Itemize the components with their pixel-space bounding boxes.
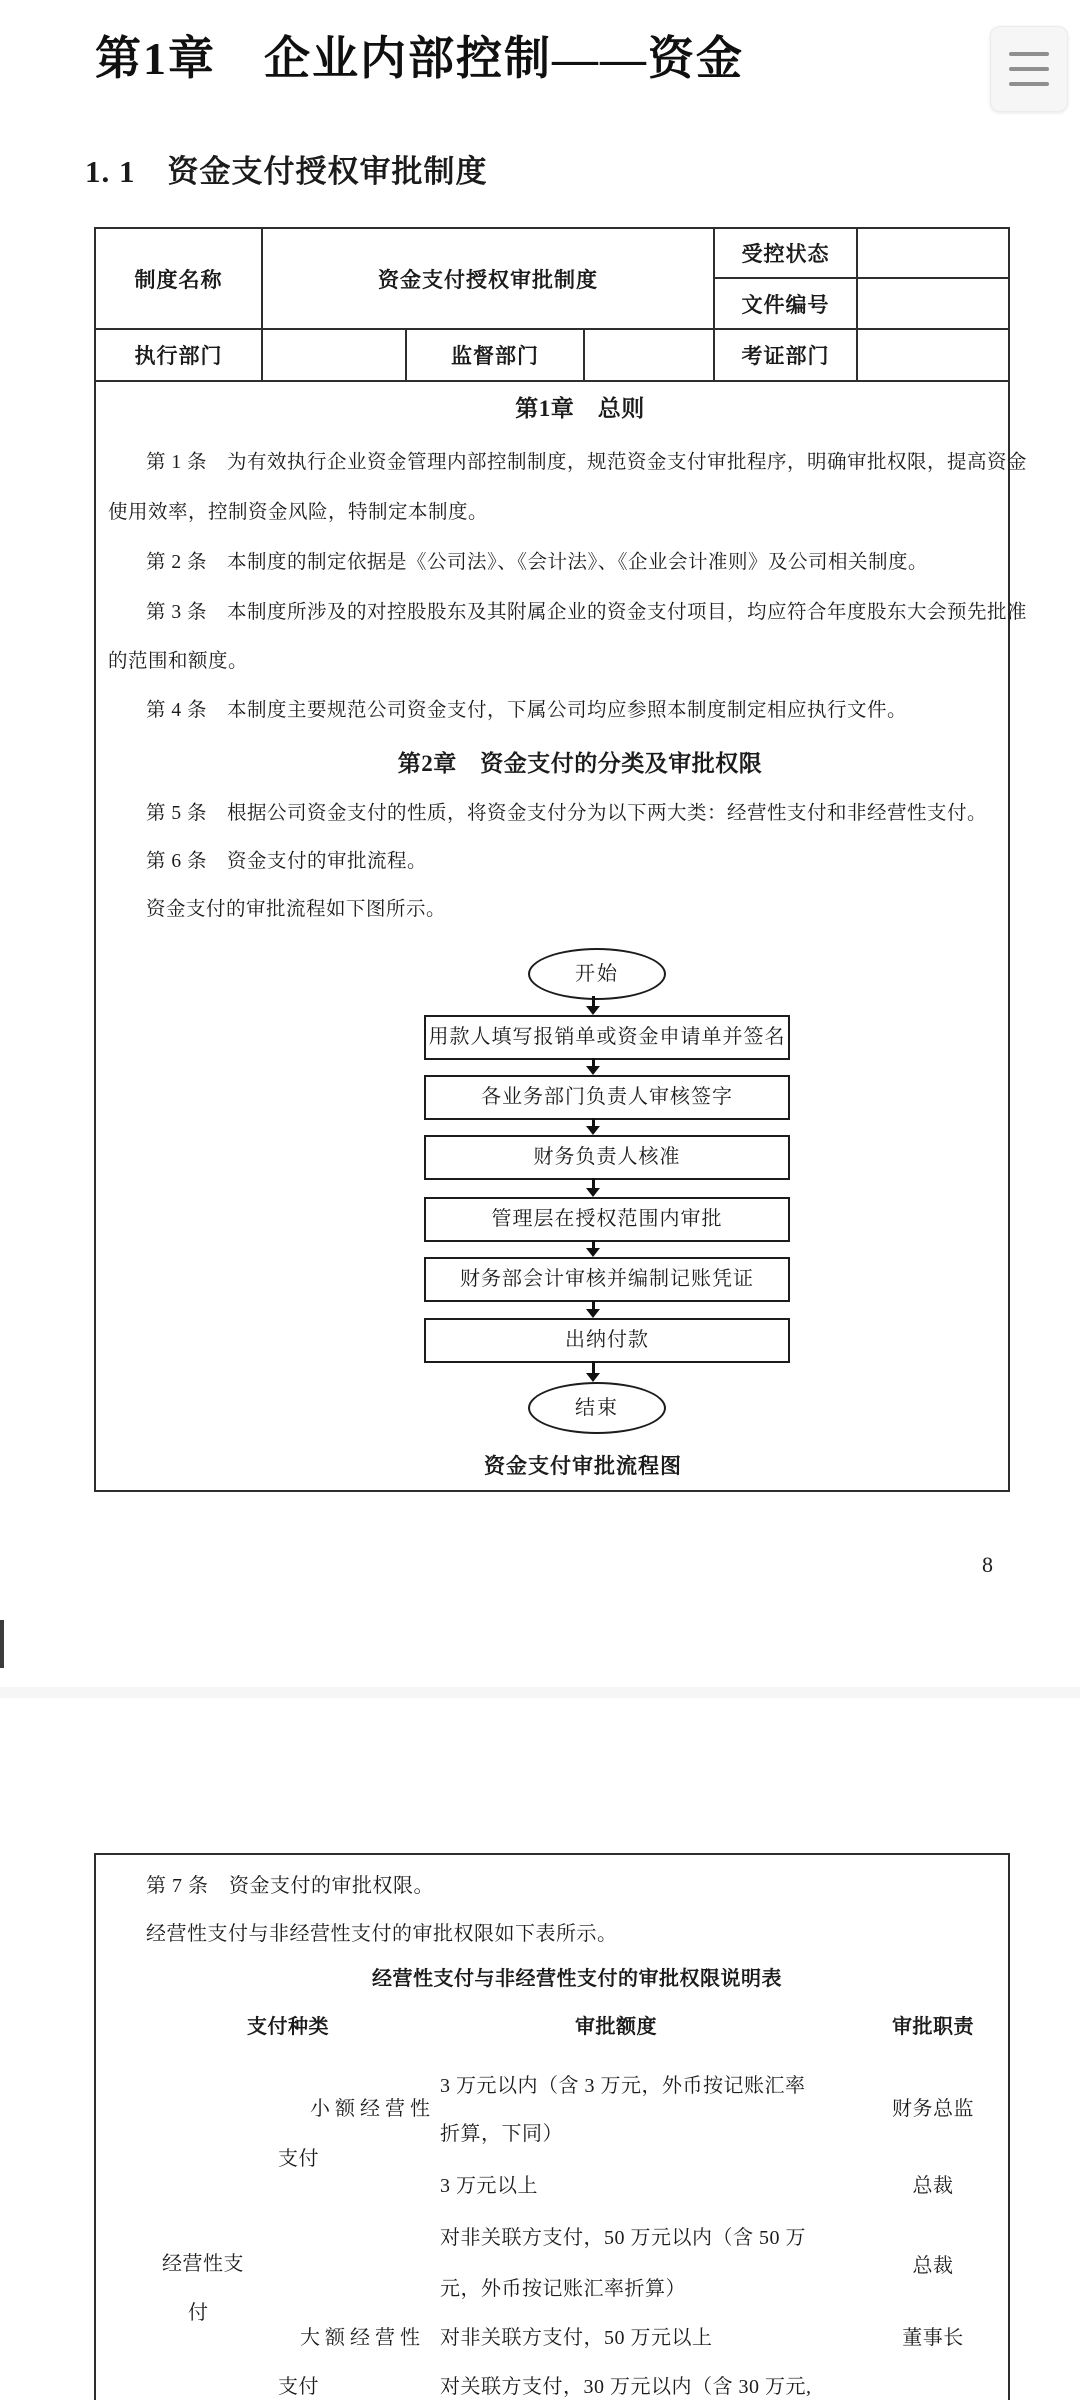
amount-cell: 对非关联方支付，50 万元以上 (440, 2327, 713, 2349)
amount-cell: 折算，下同） (440, 2123, 563, 2145)
document-body (96, 382, 1028, 1490)
col-header-type: 支付种类 (247, 2016, 329, 2038)
flowchart-start-node: 开始 (528, 948, 666, 1000)
article2: 第 2 条 本制度的制定依据是《公司法》、《会计法》、《企业会计准则》及公司相关制度。 (146, 552, 929, 573)
article4: 第 4 条 本制度主要规范公司资金支付，下属公司均应参照本制度制定相应执行文件。 (146, 700, 908, 721)
page-separator (0, 1687, 1080, 1698)
col-header-role: 审批职责 (892, 2016, 974, 2038)
subtype-cell: 大额经营性 (300, 2327, 425, 2349)
category-cell: 经营性支 (162, 2253, 244, 2275)
arrow-down-icon (583, 1178, 603, 1197)
article1-line1: 第 1 条 为有效执行企业资金管理内部控制制度，规范资金支付审批程序，明确审批权限，提高资金 (146, 452, 1028, 473)
menu-bar (1009, 67, 1049, 71)
article6: 第 6 条 资金支付的审批流程。 (146, 851, 428, 872)
supervising-dept-label: 监督部门 (407, 330, 585, 382)
flowchart-step-6: 出纳付款 (424, 1318, 790, 1363)
flowchart-step-3: 财务负责人核准 (424, 1135, 790, 1180)
role-cell: 董事长 (902, 2327, 964, 2349)
flowchart-step-5: 财务部会计审核并编制记账凭证 (424, 1257, 790, 1302)
flow-intro: 资金支付的审批流程如下图所示。 (146, 899, 447, 920)
arrow-down-icon (583, 1361, 603, 1382)
arrow-down-icon (583, 1118, 603, 1135)
menu-bar (1009, 52, 1049, 56)
verifying-dept-value (858, 330, 1008, 382)
menu-bar (1009, 82, 1049, 86)
flowchart-caption: 资金支付审批流程图 (484, 1454, 682, 1478)
arrow-down-icon (583, 1058, 603, 1075)
table-intro: 经营性支付与非经营性支付的审批权限如下表所示。 (146, 1923, 618, 1945)
role-cell: 总裁 (912, 2255, 954, 2277)
verifying-dept-label: 考证部门 (715, 330, 858, 382)
controlled-status-label: 受控状态 (715, 229, 858, 279)
amount-cell: 3 万元以上 (440, 2175, 538, 2197)
role-cell: 财务总监 (892, 2098, 974, 2120)
amount-cell: 对非关联方支付，50 万元以内（含 50 万 (440, 2227, 806, 2249)
amount-cell: 3 万元以内（含 3 万元，外币按记账汇率 (440, 2075, 806, 2097)
amount-cell: 元，外币按记账汇率折算） (440, 2278, 686, 2300)
system-name-value: 资金支付授权审批制度 (263, 229, 715, 330)
document-info-table (94, 227, 1028, 1492)
flowchart-end-node: 结束 (528, 1382, 666, 1434)
page-title: 第1章 企业内部控制——资金 (95, 33, 744, 84)
article3-line1: 第 3 条 本制度所涉及的对控股股东及其附属企业的资金支付项目，均应符合年度股东大会预先批准 (146, 602, 1028, 623)
flowchart-step-4: 管理层在授权范围内审批 (424, 1197, 790, 1242)
amount-cell: 对关联方支付，30 万元以内（含 30 万元, (440, 2376, 812, 2398)
article1-line2: 使用效率，控制资金风险，特制定本制度。 (108, 502, 489, 523)
supervising-dept-value (585, 330, 715, 382)
scroll-position-mark (0, 1620, 4, 1668)
hamburger-menu-icon (1009, 52, 1049, 86)
file-number-label: 文件编号 (715, 279, 858, 330)
category-cell: 付 (188, 2302, 209, 2324)
article7: 第 7 条 资金支付的审批权限。 (146, 1875, 434, 1897)
article3-line2: 的范围和额度。 (108, 651, 249, 672)
system-name-label: 制度名称 (96, 229, 263, 330)
subtype-cell: 支付 (278, 2376, 319, 2398)
chapter1-heading: 第1章 总则 (515, 396, 645, 421)
flowchart-step-2: 各业务部门负责人审核签字 (424, 1075, 790, 1120)
page2-document-body (94, 1853, 1010, 2400)
arrow-down-icon (583, 996, 603, 1015)
arrow-down-icon (583, 1240, 603, 1257)
role-cell: 总裁 (912, 2175, 954, 2197)
chapter2-heading: 第2章 资金支付的分类及审批权限 (397, 751, 763, 776)
col-header-amount: 审批额度 (575, 2016, 657, 2038)
approval-table-title: 经营性支付与非经营性支付的审批权限说明表 (372, 1968, 782, 1990)
file-number-value (858, 279, 1008, 330)
subtype-cell: 支付 (278, 2148, 319, 2170)
menu-button[interactable] (990, 26, 1068, 112)
article5: 第 5 条 根据公司资金支付的性质，将资金支付分为以下两大类：经营性支付和非经营性支付。 (146, 803, 988, 824)
controlled-status-value (858, 229, 1008, 279)
executing-dept-value (263, 330, 407, 382)
page-number: 8 (982, 1552, 993, 1577)
executing-dept-label: 执行部门 (96, 330, 263, 382)
section-heading: 1. 1 资金支付授权审批制度 (85, 154, 488, 189)
flowchart-step-1: 用款人填写报销单或资金申请单并签名 (424, 1015, 790, 1060)
subtype-cell: 小额经营性 (310, 2098, 435, 2120)
arrow-down-icon (583, 1301, 603, 1318)
